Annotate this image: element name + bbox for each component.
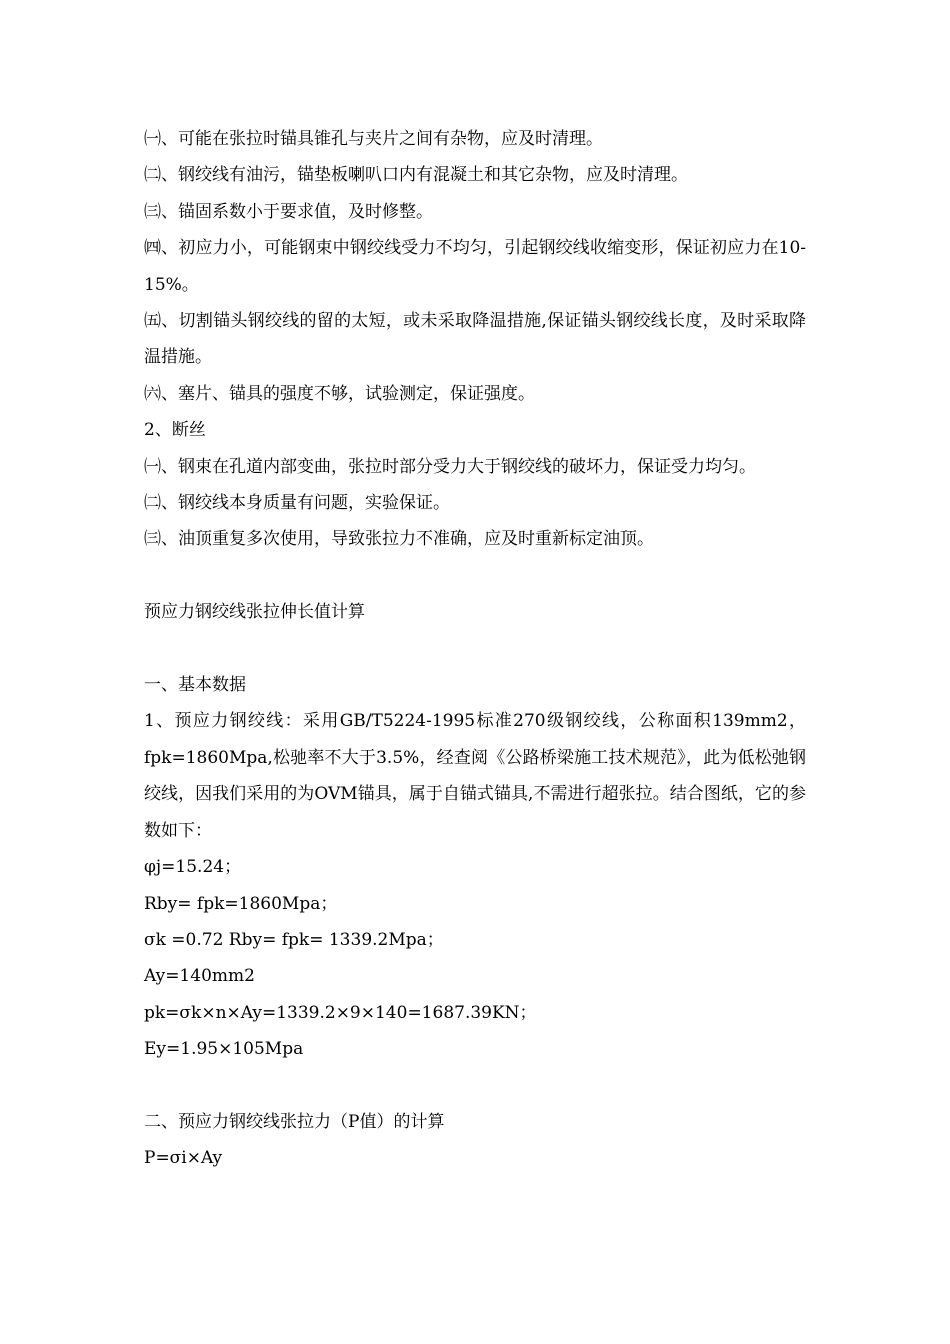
- document-page: [144, 121, 806, 1177]
- list-item: ㈠、钢束在孔道内部变曲，张拉时部分受力大于钢绞线的破坏力，保证受力均匀。: [144, 456, 756, 477]
- list-item: ㈥、塞片、锚具的强度不够，试验测定，保证强度。: [144, 383, 535, 404]
- list-item: ㈡、钢绞线有油污，锚垫板喇叭口内有混凝土和其它杂物，应及时清理。: [144, 165, 688, 186]
- tension-force-formula: P=σi×Ay: [144, 1148, 223, 1169]
- basic-data-heading: 一、基本数据: [144, 675, 246, 696]
- strand-spec-paragraph: 1、预应力钢绞线：采用GB/T5224-1995标准270级钢绞线，公称面积139mm2，fpk=1860Mpa,松驰率不大于3.5%，经查阅《公路桥梁施工技术规范》，此为低松弛钢绞线，因我们采用的为OVM锚具，属于自锚式锚具,不需进行超张拉。结合图纸，它的参数如下：: [144, 711, 806, 841]
- tension-force-heading: 二、预应力钢绞线张拉力（P值）的计算: [144, 1111, 445, 1132]
- document-title: 预应力钢绞线张拉伸长值计算: [144, 602, 365, 623]
- parameter-line: pk=σk×n×Ay=1339.2×9×140=1687.39KN；: [144, 1002, 537, 1023]
- anchor-slip-causes-list: [144, 121, 806, 412]
- wire-breakage-causes-list: [144, 449, 806, 558]
- parameter-line: σk =0.72 Rby= fpk= 1339.2Mpa；: [144, 929, 444, 950]
- list-item: ㈢、锚固系数小于要求值，及时修整。: [144, 201, 433, 222]
- list-item: ㈤、切割锚头钢绞线的留的太短，或未采取降温措施,保证锚头钢绞线长度，及时采取降温措施。: [144, 311, 806, 368]
- parameter-list: [144, 849, 806, 1067]
- parameter-line: Rby= fpk=1860Mpa；: [144, 893, 338, 914]
- blank-line: [144, 631, 806, 667]
- parameter-line: φj=15.24；: [144, 857, 242, 878]
- list-item: ㈣、初应力小，可能钢束中钢绞线受力不均匀，引起钢绞线收缩变形，保证初应力在10-15%。: [144, 238, 806, 295]
- blank-line: [144, 1068, 806, 1104]
- section-heading-wire-breakage: 2、断丝: [144, 420, 206, 441]
- list-item: ㈢、油顶重复多次使用，导致张拉力不准确，应及时重新标定油顶。: [144, 529, 654, 550]
- parameter-line: Ey=1.95×105Mpa: [144, 1039, 304, 1060]
- parameter-line: Ay=140mm2: [144, 966, 255, 987]
- list-item: ㈠、可能在张拉时锚具锥孔与夹片之间有杂物，应及时清理。: [144, 129, 603, 149]
- list-item: ㈡、钢绞线本身质量有问题，实验保证。: [144, 493, 450, 514]
- blank-line: [144, 558, 806, 594]
